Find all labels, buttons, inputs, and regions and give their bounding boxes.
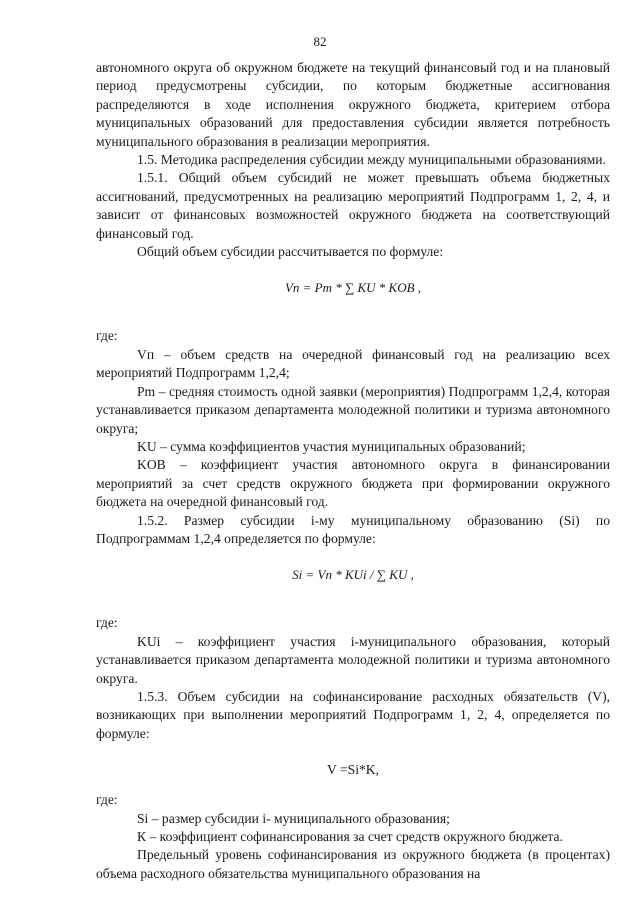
where-label-1: где: (96, 328, 118, 344)
definition-vn: Vп – объем средств на очередной финансовый год на реализацию всех мероприятий Подпрограмм 1,2,4; (96, 346, 610, 381)
definition-kui: KUi – коэффициент участия i-муниципального образования, который устанавливается приказом департамента молодежной политики и туризма автономного округа. (96, 633, 610, 686)
definition-pm: Pm – средняя стоимость одной заявки (мероприятия) Подпрограмм 1,2,4, которая устанавливается приказом департамента молодежной политики и туризма автономного округа; (96, 383, 610, 436)
where-label-2: где: (96, 615, 118, 631)
heading-1-5: 1.5. Методика распределения субсидии между муниципальными образованиями. (137, 152, 606, 168)
formula-cofinancing: V =Si*K, (327, 762, 379, 778)
definition-k: К – коэффициент софинансирования за счет средств окружного бюджета. (137, 829, 563, 844)
paragraph-intro: автономного округа об окружном бюджете на текущий финансовый год и на плановый период предусмотрены субсидии, по которым бюджетные ассигнования распределяются в ходе исполнения окружного бюджета, критерием отбора муниципальных образований для предоставления субсидии является потребность муниципального образования в реализации мероприятия. (96, 60, 610, 149)
paragraph-1-5-3: 1.5.3. Объем субсидии на софинансирование расходных обязательств (V), возникающих при выполнении мероприятий Подпрограмм 1, 2, 4, определяется по формуле: (96, 688, 610, 741)
paragraph-1-5-1: 1.5.1. Общий объем субсидий не может превышать объема бюджетных ассигнований, предусмотренных на реализацию мероприятий Подпрограмм 1, 2, 4, и зависит от финансовых возможностей окружного бюджета на соответствующий финансовый год. (96, 170, 610, 241)
paragraph-max-level: Предельный уровень софинансирования из окружного бюджета (в процентах) объема расходного обязательства муниципального образования на (96, 847, 610, 881)
document-body (96, 59, 610, 883)
page-number: 82 (313, 34, 327, 49)
formula-intro: Общий объем субсидии рассчитывается по формуле: (137, 244, 444, 260)
definition-kov: KОВ – коэффициент участия автономного округа в финансировании мероприятий за счет средств окружного бюджета при формировании окружного бюджета на очередной финансовый год. (96, 457, 610, 510)
formula-total-volume: Vп = Pm * ∑ KU * KОВ , (284, 280, 422, 296)
definition-si: Si – размер субсидии i- муниципального образования; (137, 810, 450, 826)
definition-ku: KU – сумма коэффициентов участия муниципальных образований; (137, 438, 526, 454)
formula-subsidy-size: Si = Vп * KUi / ∑ KU , (292, 567, 414, 583)
paragraph-1-5-2: 1.5.2. Размер субсидии i-му муниципальному образованию (Si) по Подпрограммам 1,2,4 определяется по формуле: (96, 512, 610, 546)
where-label-3: где: (96, 792, 118, 808)
